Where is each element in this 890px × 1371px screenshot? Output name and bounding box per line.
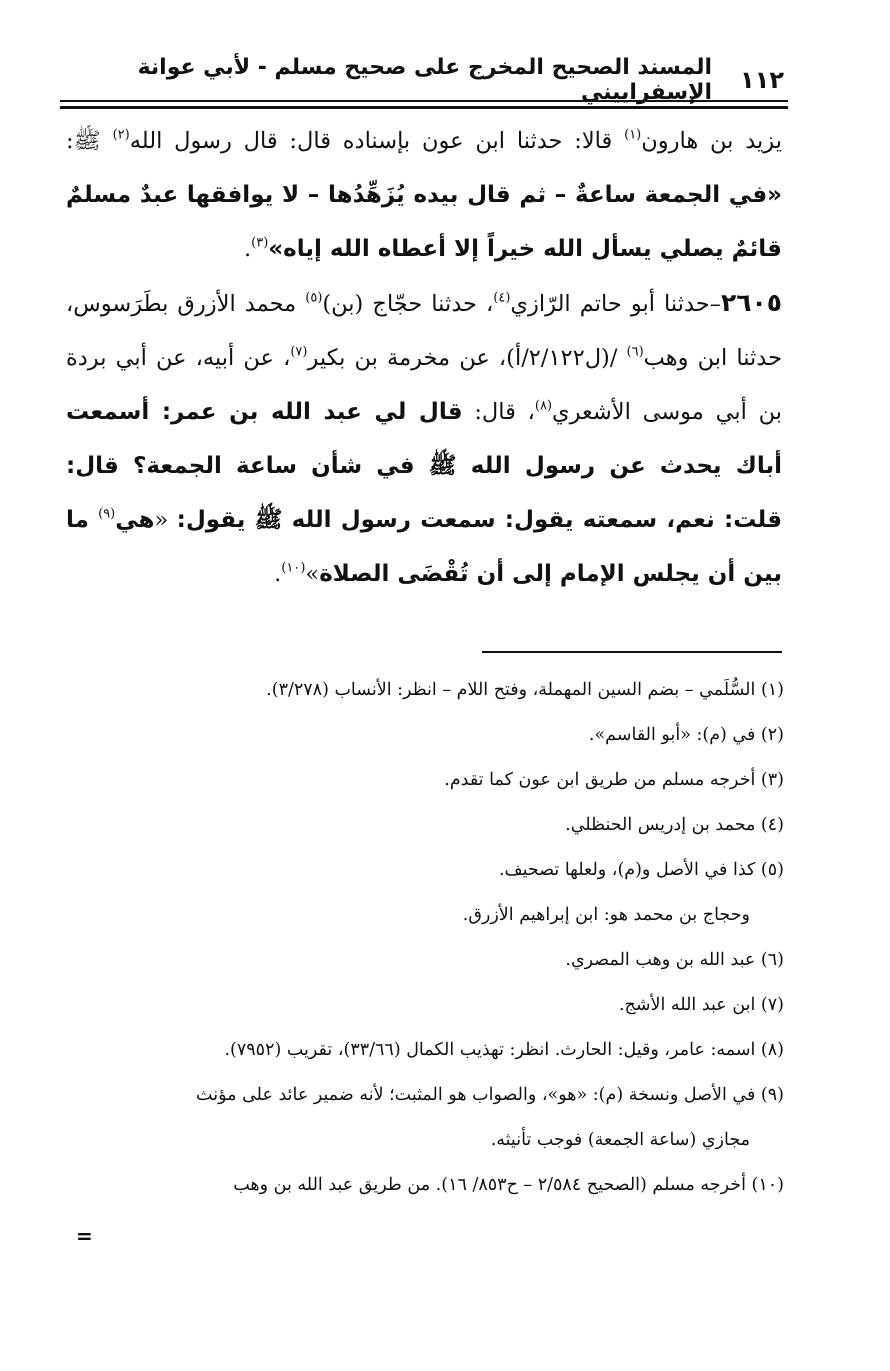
footnote-marker: (٧) <box>290 344 308 360</box>
footnote-marker: (٥) <box>305 290 323 306</box>
footnote-7: (٧) ابن عبد الله الأشج. <box>618 995 784 1015</box>
footnote-4: (٤) محمد بن إدريس الحنظلي. <box>565 815 784 835</box>
footnote-separator <box>482 651 782 653</box>
header-rule-thin <box>60 100 788 102</box>
hadith-text: قال لي عبد الله بن عمر: أسمعت أباك يحدث عن رسول الله ﷺ في شأن ساعة الجمعة؟ قال: قلت: نعم، سمعته يقول: سمعت رسول الله ﷺ يقول: <box>66 399 782 533</box>
footnote-marker: (٣) <box>251 235 269 251</box>
footnote-10: (١٠) أخرجه مسلم (الصحيح ٢/٥٨٤ – ح٨٥٣/ ١٦). من طريق عبد الله بن وهب <box>233 1175 784 1195</box>
footnote-marker: (٤) <box>493 290 511 306</box>
text-segment: /(ل٢/١٢٢/أ)، عن مخرمة بن بكير <box>307 345 627 371</box>
running-title: المسند الصحيح المخرج على صحيح مسلم - لأبي عوانة الإسفراييني <box>137 55 713 105</box>
footnote-5-continuation: وحجاج بن محمد هو: ابن إبراهيم الأزرق. <box>462 905 750 925</box>
text-segment: » <box>305 561 320 587</box>
footnote-marker: (١) <box>624 127 642 143</box>
footnote-9-continuation: مجازي (ساعة الجمعة) فوجب تأنيثه. <box>490 1130 750 1150</box>
hadith-text: «في الجمعة ساعةٌ – ثم قال بيده يُزَهِّدُها – لا يوافقها عبدٌ مسلمٌ قائمٌ يصلي يسأل الله خيراً إلا أعطاه الله إياه» <box>66 182 782 262</box>
text-segment: محمد الأزرق بطَرَسوس، حدثنا ابن وهب <box>66 291 782 371</box>
text-segment: قالا: حدثنا ابن عون بإسناده قال: قال رسول الله <box>129 128 625 154</box>
footnote-marker: (١٠) <box>281 560 306 576</box>
footnote-1: (١) السُّلَمي – بضم السين المهملة، وفتح اللام – انظر: الأنساب (٣/٢٧٨). <box>266 680 784 700</box>
text-segment: . <box>274 561 282 587</box>
hadith-text: ما بين أن يجلس الإمام إلى أن تُقْضَى الصلاة <box>66 507 782 587</box>
footnote-marker: (٦) <box>626 344 644 360</box>
paragraph-1 <box>66 114 782 276</box>
footnote-5: (٥) كذا في الأصل و(م)، ولعلها تصحيف. <box>498 860 784 880</box>
text-segment: ﷺ: <box>66 128 113 154</box>
text-segment: « <box>154 507 177 533</box>
footnote-9: (٩) في الأصل ونسخة (م): «هو»، والصواب هو المثبت؛ لأنه ضمير عائد على مؤنث <box>196 1085 784 1105</box>
header-rule-thick <box>60 106 788 109</box>
text-segment: ، قال: <box>462 399 535 425</box>
footnote-6: (٦) عبد الله بن وهب المصري. <box>565 950 784 970</box>
footnote-marker: (٨) <box>534 398 553 414</box>
footnote-8: (٨) اسمه: عامر، وقيل: الحارث. انظر: تهذيب الكمال (٣٣/٦٦)، تقريب (٧٩٥٢). <box>224 1040 784 1060</box>
hadith-number: ٢٦٠٥ <box>720 288 782 317</box>
continuation-mark: = <box>76 1224 93 1248</box>
text-segment: ، عن أبيه، عن أبي بردة بن أبي موسى الأشعري <box>66 345 782 425</box>
text-segment: ، حدثنا حجّاج (بن) <box>322 291 494 317</box>
footnote-marker: (٩) <box>98 506 116 522</box>
footnote-3: (٣) أخرجه مسلم من طريق ابن عون كما تقدم. <box>444 770 784 790</box>
text-segment: . <box>243 236 252 262</box>
page-number: ١١٢ <box>740 66 784 94</box>
main-text <box>66 114 782 601</box>
footnote-2: (٢) في (م): «أبو القاسم». <box>588 725 784 745</box>
text-segment: يزيد بن هارون <box>641 128 782 154</box>
footnote-marker: (٢) <box>112 127 130 143</box>
page-header <box>60 55 784 105</box>
paragraph-2 <box>66 276 782 601</box>
footnotes <box>72 668 784 1208</box>
hadith-text: هي <box>115 507 155 533</box>
text-segment: –حدثنا أبو حاتم الرّازي <box>510 291 721 317</box>
